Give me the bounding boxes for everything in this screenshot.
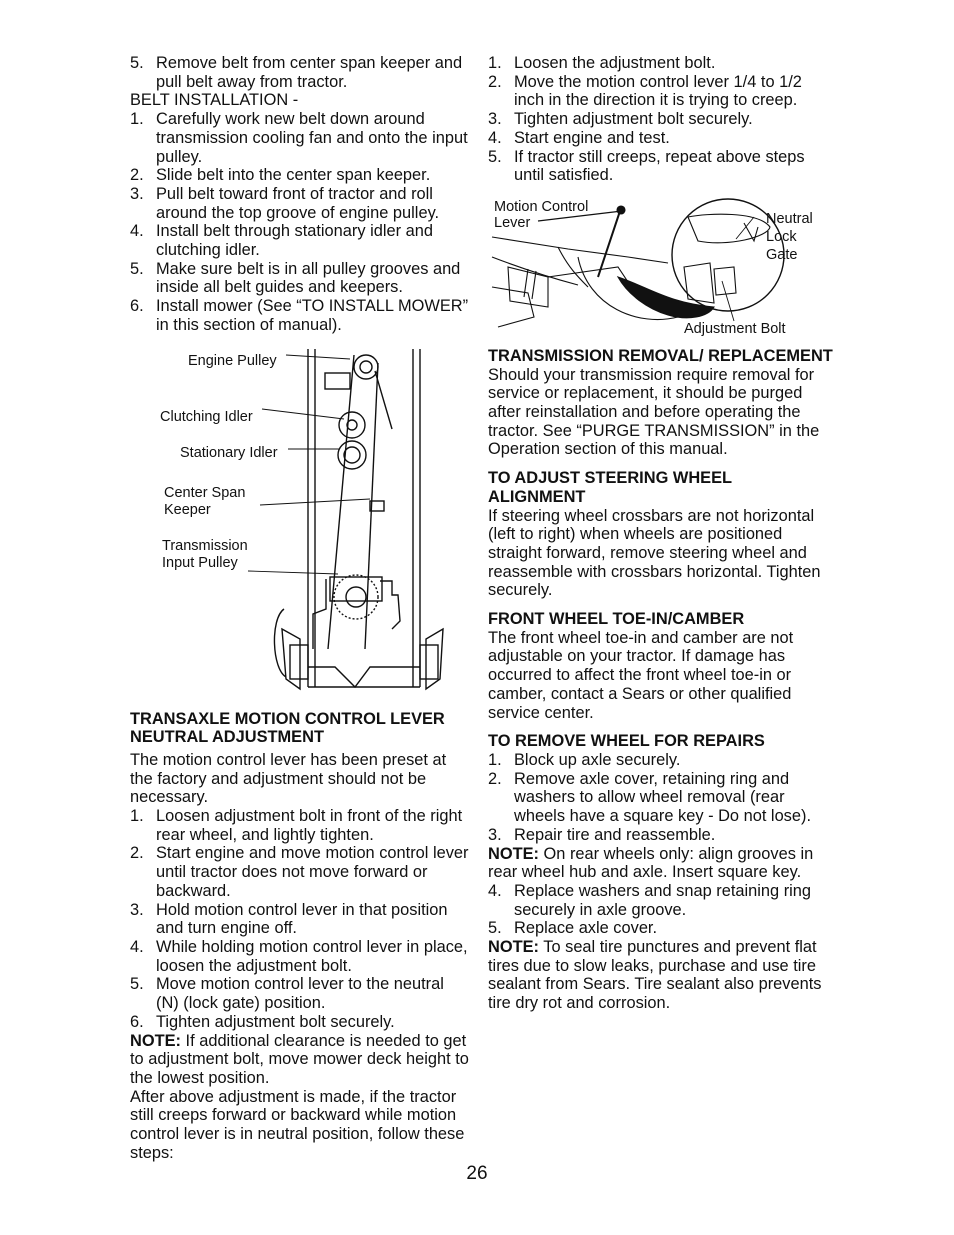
list-item: 3. Repair tire and reassemble. [488,825,716,844]
list-item: 5. Move motion control lever to the neutral (N) (lock gate) position. [130,975,444,1013]
remove-wheel-heading: TO REMOVE WHEEL FOR REPAIRS [488,732,765,751]
remove-wheel-steps [488,751,833,845]
label-neutral: Neutral [766,210,813,227]
transaxle-steps [130,807,470,1031]
list-item: 5. Remove belt from center span keeper and pull belt away from tractor. [130,54,463,91]
label-lever: Lever [494,214,531,231]
list-item: 1. Loosen adjustment bolt in front of the right rear wheel, and lightly tighten. [130,807,463,844]
label-engine-pulley: Engine Pulley [188,352,277,369]
toe-in-text: The front wheel toe-in and camber are not adjustable on your tractor. If damage has occurred to affect the front wheel toe-in or camber, contact a Sears or other qualified service center. [488,628,794,722]
steering-text: If steering wheel crossbars are not horizontal (left to right) when wheels are positioned straight forward, remove steering wheel and reassemble with crossbars horizontal. Tighten securely. [488,506,821,600]
list-item: 5. Replace axle cover. [488,919,658,938]
list-item: 2. Start engine and move motion control lever until tractor does not move forward or backward. [130,844,469,900]
label-keeper: Keeper [164,501,211,518]
list-item: 4. Start engine and test. [488,128,670,147]
right-column [488,54,833,1013]
list-item: 6. Tighten adjustment bolt securely. [130,1012,395,1031]
label-transmission: Transmission [162,537,248,554]
transmission-text: Should your transmission require removal for service or replacement, it should be purged after reinstallation and before operating the tractor. See “PURGE TRANSMISSION” in the Operation section of this manual. [488,365,820,459]
label-clutching-idler: Clutching Idler [160,408,253,425]
transmission-heading: TRANSMISSION REMOVAL/ REPLACEMENT [488,346,833,365]
left-column [130,54,470,1162]
removal-steps-continued [130,54,470,91]
list-item: 3. Tighten adjustment bolt securely. [488,110,753,129]
list-item: 4. Replace washers and snap retaining ring securely in axle groove. [488,881,812,919]
label-center-span: Center Span [164,484,246,501]
belt-installation-heading: BELT INSTALLATION - [130,91,299,110]
list-item: 2. Slide belt into the center span keeper. [130,166,431,185]
list-item: 1. Carefully work new belt down around transmission cooling fan and onto the input pulley. [130,110,468,166]
list-item: 5. Make sure belt is in all pulley grooves and inside all belt guides and keepers. [130,259,461,297]
label-lock: Lock [766,228,797,245]
label-stationary-idler: Stationary Idler [180,444,278,461]
list-item: 6. Install mower (See “TO INSTALL MOWER” in this section of manual). [130,297,469,334]
list-item: 2. Remove axle cover, retaining ring and washers to allow wheel removal (rear wheels have a square key - Do not lose). [488,769,812,826]
list-item: 5. If tractor still creeps, repeat above steps until satisfied. [488,147,805,185]
transaxle-after-text: After above adjustment is made, if the tractor still creeps forward or backward while motion control lever is in neutral position, follow these steps: [130,1087,465,1162]
creep-adjustment-steps [488,54,833,185]
list-item: 4. Install belt through stationary idler and clutching idler. [130,222,433,260]
toe-in-heading: FRONT WHEEL TOE-IN/CAMBER [488,610,745,629]
list-item: 3. Pull belt toward front of tractor and roll around the top groove of engine pulley. [130,184,440,222]
transaxle-heading: TRANSAXLE MOTION CONTROL LEVER NEUTRAL ADJUSTMENT [130,709,445,747]
list-item: 3. Hold motion control lever in that position and turn engine off. [130,900,448,938]
motion-control-figure [488,197,828,337]
label-adjustment-bolt: Adjustment Bolt [684,320,786,337]
steering-heading: TO ADJUST STEERING WHEEL ALIGNMENT [488,469,732,506]
label-motion-control: Motion Control [494,198,589,215]
remove-wheel-note-1: NOTE: On rear wheels only: align grooves in rear wheel hub and axle. Insert square key. [488,844,814,882]
list-item: 1. Block up axle securely. [488,750,681,769]
label-input-pulley: Input Pulley [162,554,238,571]
list-item: 4. While holding motion control lever in place, loosen the adjustment bolt. [130,937,468,975]
list-item: 2. Move the motion control lever 1/4 to 1/2 inch in the direction it is trying to creep. [488,72,802,110]
belt-routing-figure [130,349,470,694]
remove-wheel-steps-continued [488,882,833,938]
transaxle-note: NOTE: If additional clearance is needed to get to adjustment bolt, move mower deck height to the lowest position. [130,1031,469,1087]
list-item: 1. Loosen the adjustment bolt. [488,54,716,72]
belt-installation-steps [130,110,470,334]
label-gate: Gate [766,246,798,263]
transaxle-intro: The motion control lever has been preset at the factory and adjustment should not be necessary. [130,750,447,807]
page-number: 26 [466,1163,488,1184]
remove-wheel-note-2: NOTE: To seal tire punctures and prevent flat tires due to slow leaks, purchase and use tire sealant from Sears. Tire sealant also prevents tire dry rot and corrosion. [488,938,822,1013]
